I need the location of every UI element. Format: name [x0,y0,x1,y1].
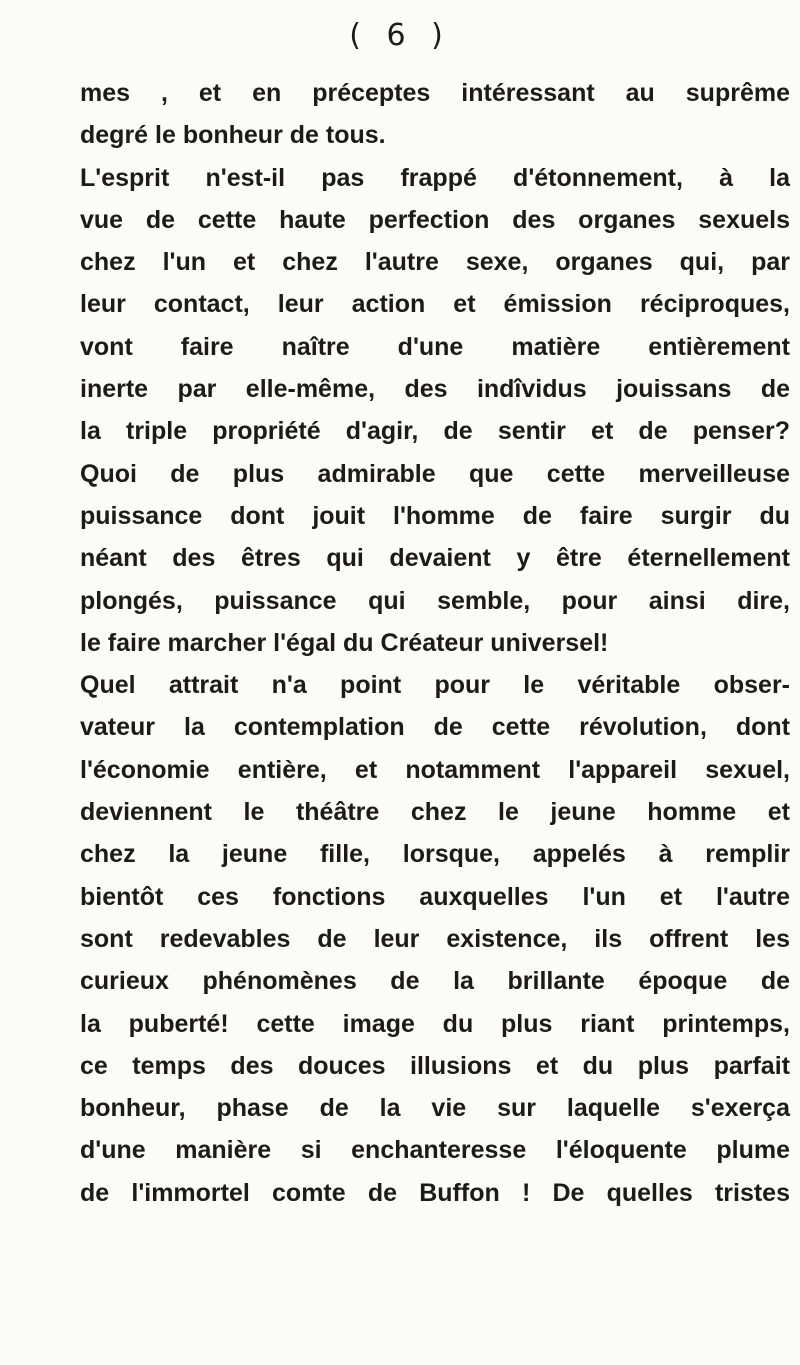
text-line: L'esprit n'est-il pas frappé d'étonnement, à la [80,163,790,192]
text-line: curieux phénomènes de la brillante époque de [80,967,790,996]
text-line: Quel attrait n'a point pour le véritable obser- [80,671,790,700]
text-line: de l'immortel comte de Buffon ! De quelles tristes [80,1178,790,1207]
text-line: leur contact, leur action et émission réciproques, [80,290,790,319]
text-line: la puberté! cette image du plus riant printemps, [80,1009,790,1038]
text-line: vateur la contemplation de cette révolution, dont [80,713,790,742]
text-line: bientôt ces fonctions auxquelles l'un et l'autre [80,882,790,911]
text-line: mes , et en préceptes intéressant au suprême [80,79,790,107]
text-line: inerte par elle-même, des indîvidus jouissans de [80,375,790,404]
text-line: d'une manière si enchanteresse l'éloquente plume [80,1136,790,1165]
text-line: le faire marcher l'égal du Créateur universel! [80,628,609,657]
text-line: chez la jeune fille, lorsque, appelés à remplir [80,840,790,869]
page-number: ( 6 ) [349,18,451,53]
text-line: vue de cette haute perfection des organes sexuels [80,205,790,234]
text-line: bonheur, phase de la vie sur laquelle s'exerça [80,1094,790,1123]
text-line: la triple propriété d'agir, de sentir et de penser? [80,417,790,446]
text-line: chez l'un et chez l'autre sexe, organes qui, par [80,248,790,277]
text-line: degré le bonheur de tous. [80,121,386,150]
text-line: puissance dont jouit l'homme de faire surgir du [80,501,790,530]
body-text [80,72,790,1214]
text-line: ce temps des douces illusions et du plus parfait [80,1051,790,1080]
text-line: deviennent le théâtre chez le jeune homme et [80,798,790,827]
text-line: sont redevables de leur existence, ils offrent les [80,924,790,953]
text-line: néant des êtres qui devaient y être éternellement [80,544,790,573]
text-line: l'économie entière, et notamment l'appareil sexuel, [80,755,790,784]
text-line: vont faire naître d'une matière entièrement [80,332,790,361]
text-line: Quoi de plus admirable que cette merveilleuse [80,459,790,488]
text-line: plongés, puissance qui semble, pour ainsi dire, [80,586,790,615]
